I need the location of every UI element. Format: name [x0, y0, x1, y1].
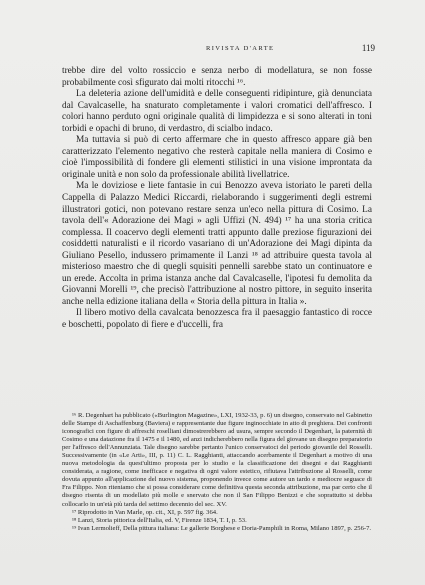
- paragraph: Ma le doviziose e liete fantasie in cui Benozzo aveva istoriato le pareti della Cappella di Palazzo Medici Riccardi, rielaborando i suggerimenti degli estremi illustratori gotici, non potevano restare senza un'eco nella pittura di Cosimo. La tavola dell'« Adorazione dei Magi » agli Uffizi (N. 494) ¹⁷ ha una storia critica complessa. Il coacervo degli elementi tratti appunto dalle preziose figurazioni dei cosiddetti naturalisti e il ricordo vasariano di un'Adorazione dei Magi dipinta da Giuliano Pesello, indussero primamente il Lanzi ¹⁸ ad attribuire questa tavola al misterioso maestro che di quegli squisiti pennelli sarebbe stato un continuatore e un erede. Accolta in prima istanza anche dal Cavalcaselle, l'ipotesi fu demolita da Giovanni Morelli ¹⁹, che precisò l'attribuzione al nostro pittore, in seguito inserita anche nella edizione italiana della « Storia della pittura in Italia ».: [62, 181, 372, 307]
- page-number: 119: [361, 43, 375, 53]
- footnote: ¹⁶ R. Degenhart ha pubblicato («Burlington Magazine», LXI, 1932-33, p. 6) un disegno, conservato nel Gabinetto delle Stampe di Aschaffenburg (Baviera) e rappresentante due figure inginocchiate in atto di preghiera. Dei confronti iconografici con figure di affreschi roselliani dimostrerebbero ad usura, sempre secondo il Degenhart, la paternità di Cosimo e una datazione fra il 1475 e il 1480, ed anzi indicherebbero nella figura del giovane un disegno preparatorio per l'affresco dell'Annunziata. Tale disegno sarebbe pertanto l'unico conservatoci del periodo giovanile del Rosselli. Successivamente (in «Le Arti», III, p. 11) C. L. Ragghianti, attaccando acerbamente il Degenhart a motivo di una nuova metodologia da quest'ultimo proposta per lo studio e la classificazione dei disegni e dai Ragghianti considerata, a ragione, come inefficace e negativa di ogni valore estetico, rifiutava l'attribuzione al Rosselli, come dovuta appunto all'applicazione del nuovo sistema, proponendo invece come autore un tardo e mediocre seguace di Fra Filippo. Non riteniamo che si possa considerare come definitiva questa seconda attribuzione, ma par certo che il disegno risenta di un modellato più molle e snervato che non il San Filippo Benizzi e che soprattutto si debba collocarlo in un'età più tarda del settimo decennio del sec. XV.: [62, 412, 372, 508]
- paragraph: trebbe dire del volto rossiccio e senza nerbo di modellatura, se non fosse probabilmente così sfigurato dai molti ritocchi ¹⁶.: [62, 66, 372, 88]
- body-text: [62, 66, 372, 332]
- footnotes: [62, 412, 372, 533]
- running-title: RIVISTA D'ARTE: [206, 45, 275, 52]
- page-header: [46, 44, 375, 58]
- footnote: ¹⁷ Riprodotto in Van Marle, op. cit., XI, p. 597 fig. 364.: [72, 508, 218, 516]
- footnote: ¹⁹ Ivan Lermolieff, Della pittura italiana: Le gallerie Borghese e Doria-Pamphili in Roma, Milano 1897, p. 256-7.: [72, 524, 372, 532]
- paragraph: La deleteria azione dell'umidità e delle conseguenti ridipinture, già denunciata dal Cavalcaselle, ha snaturato completamente i valori cromatici dell'affresco. I colori hanno perduto ogni originale qualità di limpidezza e si sono alterati in toni torbidi e opachi di bruno, di verdastro, di scialbo indaco.: [62, 89, 372, 134]
- paragraph: Ma tuttavia si può di certo affermare che in questo affresco appare già ben caratterizzato l'elemento negativo che resterà capitale nella maniera di Cosimo e cioè l'impossibilità di fondere gli elementi stilistici in una visione improntata da originale unità e non solo da professionale abilità livellatrice.: [62, 135, 372, 180]
- footnote: ¹⁸ Lanzi, Storia pittorica dell'Italia, ed. V, Firenze 1834, T. I, p. 53.: [72, 516, 247, 524]
- paragraph: Il libero motivo della cavalcata benozzesca fra il paesaggio fantastico di rocce e boschetti, popolato di fiere e d'uccelli, fra: [62, 308, 372, 331]
